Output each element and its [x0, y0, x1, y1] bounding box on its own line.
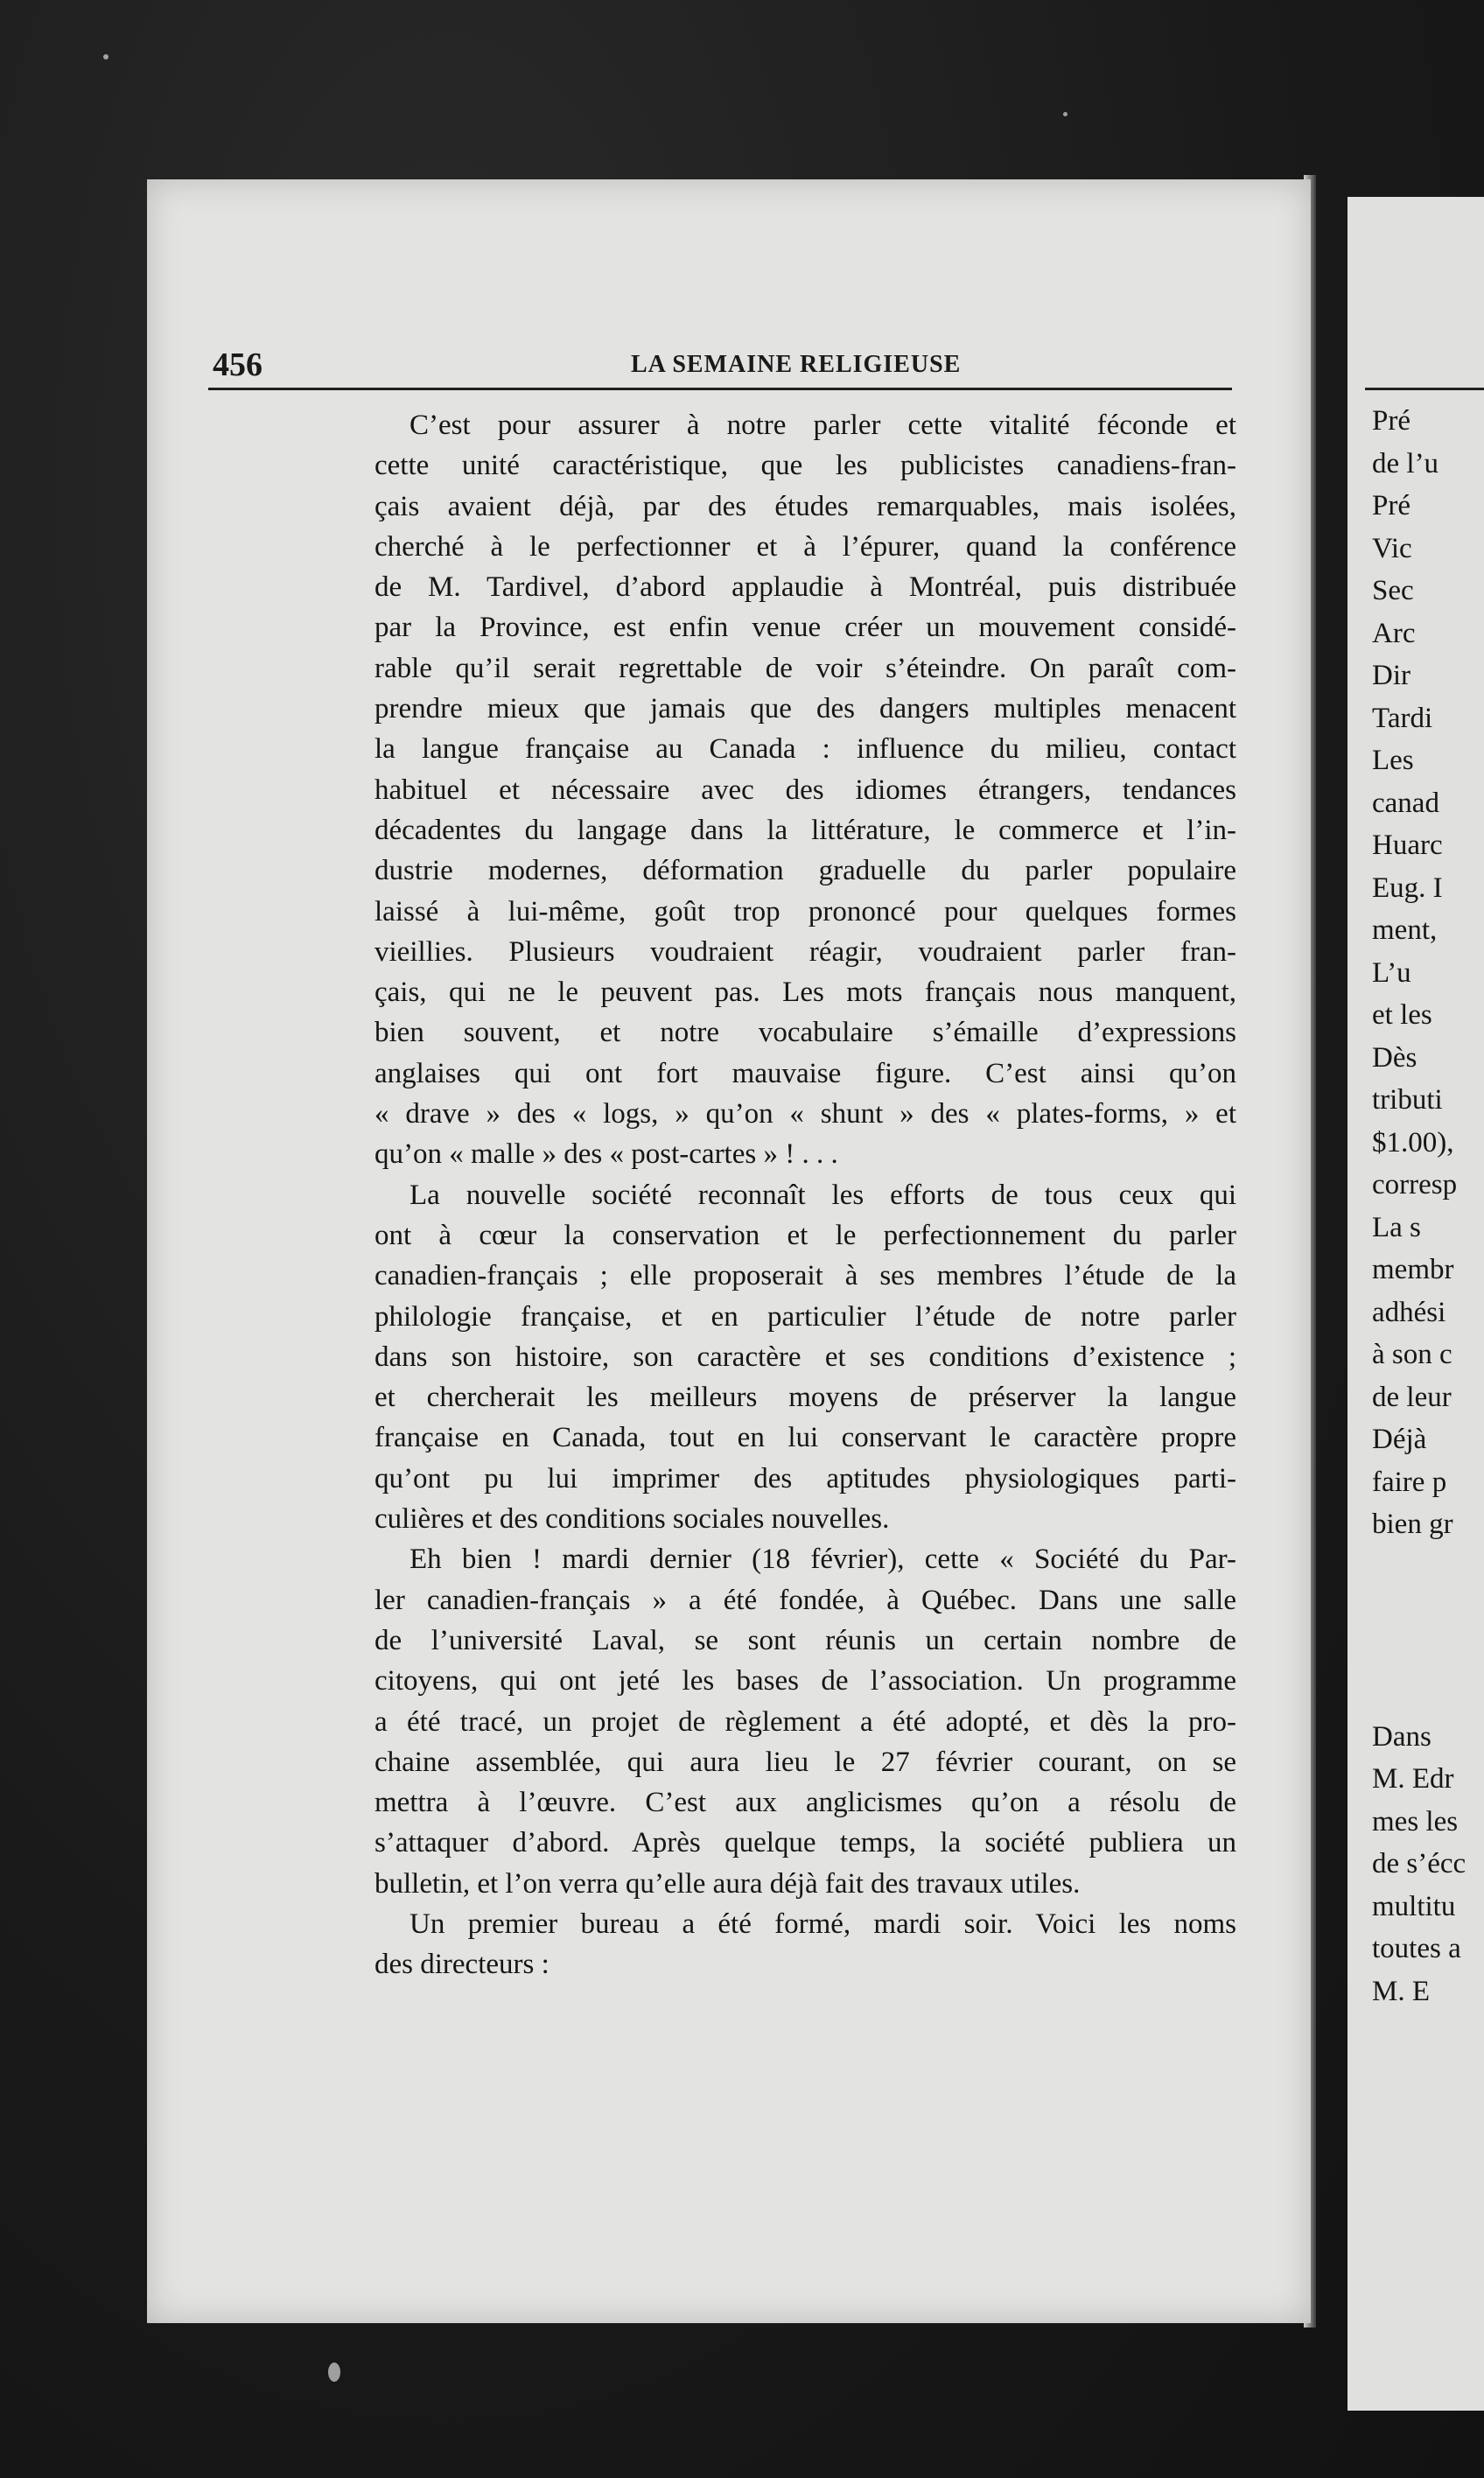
text-line: Un premier bureau a été formé, mardi soir. Voici les noms — [410, 1908, 1236, 1940]
adjacent-text-fragment: Les — [1372, 745, 1414, 776]
text-line: Eh bien ! mardi dernier (18 février), cette « Société du Par- — [410, 1544, 1236, 1576]
adjacent-text-fragment: toutes a — [1372, 1933, 1461, 1964]
adjacent-text-fragment: faire p — [1372, 1466, 1447, 1498]
text-line: C’est pour assurer à notre parler cette vitalité féconde et — [410, 410, 1236, 441]
text-line: çais, qui ne le peuvent pas. Les mots français nous manquent, — [374, 976, 1236, 1009]
text-line: et chercherait les meilleurs moyens de préserver la langue — [374, 1382, 1236, 1414]
text-line: qu’ont pu lui imprimer des aptitudes physiologiques parti- — [374, 1462, 1236, 1494]
text-line: vieillies. Plusieurs voudraient réagir, voudraient parler fran- — [374, 935, 1236, 968]
text-line: bulletin, et l’on verra qu’elle aura déjà fait des travaux utiles. — [374, 1867, 1081, 1900]
text-line: philologie française, et en particulier l’étude de notre parler — [374, 1300, 1236, 1333]
adjacent-header-rule — [1365, 388, 1484, 390]
text-line: chaine assemblée, qui aura lieu le 27 février courant, on se — [374, 1746, 1236, 1778]
adjacent-text-fragment: Pré — [1372, 490, 1410, 522]
adjacent-text-fragment: Dans — [1372, 1720, 1432, 1753]
adjacent-text-fragment: ment, — [1372, 914, 1438, 946]
adjacent-text-fragment: Dès — [1372, 1041, 1418, 1074]
adjacent-text-fragment: bien gr — [1372, 1508, 1453, 1540]
text-line: bien souvent, et notre vocabulaire s’émaille d’expressions — [374, 1017, 1236, 1049]
text-line: ont à cœur la conservation et le perfectionnement du parler — [374, 1219, 1236, 1251]
adjacent-text-fragment: de s’écc — [1372, 1848, 1466, 1880]
text-line: de l’université Laval, se sont réunis un certain nombre de — [374, 1624, 1236, 1656]
adjacent-text-fragment: M. E — [1372, 1975, 1430, 2007]
adjacent-text-fragment: tributi — [1372, 1084, 1443, 1116]
text-line: « drave » des « logs, » qu’on « shunt » des « plates-forms, » et — [374, 1098, 1236, 1130]
adjacent-page-fragment — [1348, 197, 1484, 2411]
adjacent-text-fragment: Vic — [1372, 532, 1412, 564]
adjacent-text-fragment: de leur — [1372, 1381, 1452, 1413]
text-line: dustrie modernes, déformation graduelle du parler populaire — [374, 855, 1236, 887]
adjacent-text-fragment: à son c — [1372, 1339, 1452, 1370]
running-head — [213, 346, 1228, 386]
adjacent-text-fragment: $1.00), — [1372, 1126, 1454, 1158]
text-line: par la Province, est enfin venue créer un mouvement considé- — [374, 612, 1236, 644]
body-text — [374, 405, 1236, 1985]
header-rule — [208, 388, 1232, 390]
text-line: anglaises qui ont fort mauvaise figure. C’est ainsi qu’on — [374, 1057, 1236, 1089]
text-line: culières et des conditions sociales nouvelles. — [374, 1503, 890, 1536]
text-line: s’attaquer d’abord. Après quelque temps, la société publiera un — [374, 1827, 1236, 1859]
text-line: cette unité caractéristique, que les publicistes canadiens-fran- — [374, 450, 1236, 482]
adjacent-text-fragment: Eug. I — [1372, 872, 1443, 904]
text-line: rable qu’il serait regrettable de voir s’éteindre. On paraît com- — [374, 652, 1236, 684]
adjacent-text-fragment: M. Edr — [1372, 1763, 1454, 1795]
adjacent-text-fragment: Dir — [1372, 660, 1410, 691]
text-line: de M. Tardivel, d’abord applaudie à Montréal, puis distribuée — [374, 571, 1236, 604]
adjacent-text-fragment: canad — [1372, 787, 1439, 819]
text-line: qu’on « malle » des « post-cartes » ! . . . — [374, 1138, 838, 1171]
adjacent-text-fragment: adhési — [1372, 1296, 1446, 1328]
adjacent-text-fragment: Tardi — [1372, 702, 1433, 734]
page-number: 456 — [213, 346, 262, 383]
text-line: décadentes du langage dans la littérature, le commerce et l’in- — [374, 814, 1236, 846]
text-line: ler canadien-français » a été fondée, à Québec. Dans une salle — [374, 1584, 1236, 1616]
text-line: mettra à l’œuvre. C’est aux anglicismes qu’on a résolu de — [374, 1787, 1236, 1819]
text-line: citoyens, qui ont jeté les bases de l’association. Un programme — [374, 1665, 1236, 1698]
journal-title: LA SEMAINE RELIGIEUSE — [631, 351, 962, 378]
text-line: a été tracé, un projet de règlement a été adopté, et dès la pro- — [374, 1705, 1236, 1738]
adjacent-text-fragment: mes les — [1372, 1805, 1459, 1838]
adjacent-text-fragment: Huarc — [1372, 830, 1443, 861]
adjacent-text-fragment: Sec — [1372, 575, 1414, 606]
text-line: la langue française au Canada : influence du milieu, contact — [374, 733, 1236, 766]
adjacent-text-fragment: L’u — [1372, 956, 1411, 989]
text-line: habituel et nécessaire avec des idiomes étrangers, tendances — [374, 774, 1236, 806]
dust-speck — [1063, 112, 1068, 116]
adjacent-text-fragment: corresp — [1372, 1169, 1458, 1200]
text-line: çais avaient déjà, par des études remarquables, mais isolées, — [374, 490, 1236, 522]
text-line: des directeurs : — [374, 1949, 550, 1981]
adjacent-text-fragment: La s — [1372, 1211, 1421, 1243]
adjacent-text-fragment: Déjà — [1372, 1424, 1427, 1455]
adjacent-text-fragment: de l’u — [1372, 447, 1439, 480]
dust-speck — [103, 54, 108, 60]
text-line: laissé à lui-même, goût trop prononcé pour quelques formes — [374, 895, 1236, 928]
text-line: canadien-français ; elle proposerait à ses membres l’étude de la — [374, 1260, 1236, 1292]
adjacent-text-fragment: et les — [1372, 999, 1432, 1031]
adjacent-text-fragment: multitu — [1372, 1890, 1456, 1922]
text-line: La nouvelle société reconnaît les efforts de tous ceux qui — [410, 1179, 1236, 1211]
text-line: cherché à le perfectionner et à l’épurer, quand la conférence — [374, 530, 1236, 563]
text-line: prendre mieux que jamais que des dangers multiples menacent — [374, 693, 1236, 725]
adjacent-text-fragment: Arc — [1372, 617, 1416, 649]
text-line: dans son histoire, son caractère et ses conditions d’existence ; — [374, 1340, 1236, 1373]
adjacent-text-fragment: Pré — [1372, 405, 1410, 437]
dust-speck — [328, 2362, 340, 2382]
adjacent-text-fragment: membr — [1372, 1254, 1454, 1285]
text-line: française en Canada, tout en lui conservant le caractère propre — [374, 1422, 1236, 1454]
